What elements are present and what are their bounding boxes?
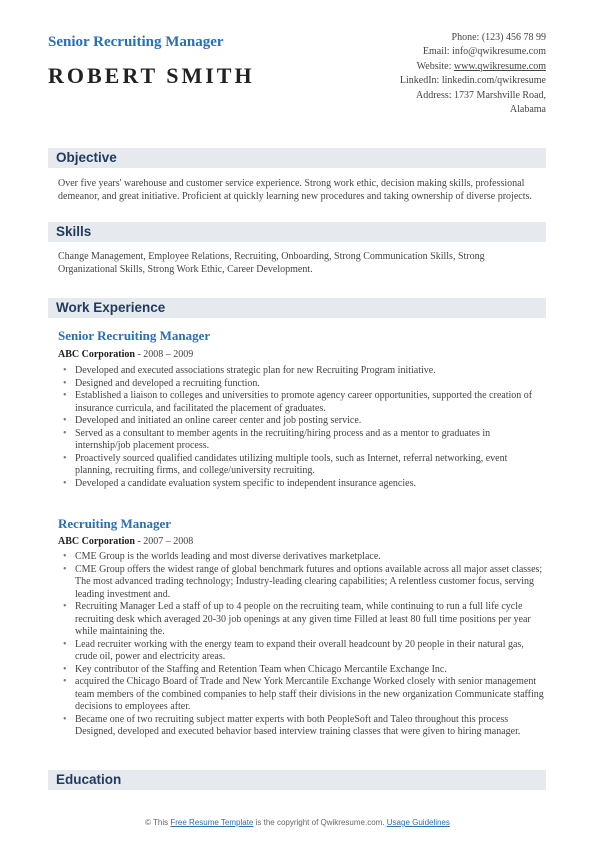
job-meta-1 <box>58 349 193 360</box>
list-item: • Proactively sourced qualified candidates utilizing multiple tools, such as Internet, referral networking, event planning, recruiting firms, and college/university recruiting. <box>62 453 544 478</box>
objective-section-header <box>48 148 546 168</box>
job-dates: - 2008 – 2009 <box>134 349 194 360</box>
list-item: • Lead recruiter working with the energy team to expand their overall headcount by 20 people in their natural gas, crude oil, power and electricity areas. <box>62 639 544 664</box>
work-experience-section-header <box>48 298 546 318</box>
list-item: • Served as a consultant to member agents in the recruiting/hiring process and as a mentor to graduates in internship/job placement process. <box>62 428 544 453</box>
objective-text: Over five years' warehouse and customer service experience. Strong work ethic, decision making skills, professional demeanor, and great initiative. Proficient at quickly learning new procedures and taking ownership of diverse projects. <box>58 178 532 202</box>
company-name: ABC Corporation <box>58 349 135 360</box>
education-section-header <box>48 770 546 790</box>
job-title-2: Recruiting Manager <box>58 516 172 531</box>
list-item: • Designed and developed a recruiting function. <box>62 378 544 391</box>
skills-text: Change Management, Employee Relations, Recruiting, Onboarding, Strong Communication Skills, Strong Organizational Skills, Strong Work Ethic, Career Development. <box>58 251 485 275</box>
list-item: • CME Group offers the widest range of global benchmark futures and options available across all major asset classes; The most advanced trading technology; Industry-leading clearing capabilities; A relentless customer focus, serving leading investment and. <box>62 564 544 602</box>
list-item: • Key contributor of the Staffing and Retention Team when Chicago Mercantile Exchange Inc. <box>62 664 544 677</box>
email-value: info@qwikresume.com <box>452 46 546 58</box>
email-line <box>346 45 546 59</box>
phone-line: Phone: (123) 456 78 99 <box>451 32 546 43</box>
list-item: • acquired the Chicago Board of Trade and New York Mercantile Exchange Worked closely with senior management team members of the combined companies to help staff their divisions in the new organization Communicate staffing decisions to employees after. <box>62 676 544 714</box>
list-item: • Became one of two recruiting subject matter experts with both PeopleSoft and Taleo throughout this process Designed, developed and executed behavior based interview training classes that were given to hiring manager. <box>62 714 544 739</box>
section-title: Objective <box>56 150 117 165</box>
website-label: Website: <box>416 60 454 72</box>
list-item: • Established a liaison to colleges and universities to promote agency career opportunities, supported the creation of insurance curricula, and facilitated the placement of graduates. <box>62 390 544 415</box>
company-name: ABC Corporation <box>58 536 135 547</box>
address-line-1: Address: 1737 Marshville Road, <box>416 89 546 101</box>
section-title: Education <box>56 772 122 787</box>
linkedin-line: LinkedIn: linkedin.com/qwikresume <box>399 75 546 87</box>
email-label: Email: <box>422 46 453 58</box>
section-title: Skills <box>56 224 92 239</box>
section-title: Work Experience <box>56 300 166 315</box>
list-item: • Recruiting Manager Led a staff of up to 4 people on the recruiting team, while continuing to run a full life cycle recruiting desk which averaged 20-30 job openings at any given time Filled at least 80 full time positions per year while maintaining the. <box>62 601 544 639</box>
copyright-footer <box>0 818 595 827</box>
resume-header <box>48 30 546 120</box>
address-line-2: Alabama <box>509 104 546 116</box>
job-title-1: Senior Recruiting Manager <box>58 328 211 343</box>
list-item: • Developed and executed associations strategic plan for new Recruiting Program initiative. <box>62 365 544 378</box>
job-meta-2 <box>58 536 193 547</box>
website-line <box>346 60 546 74</box>
contact-info <box>346 31 546 117</box>
job-title: Senior Recruiting Manager <box>48 34 224 50</box>
job-dates: - 2007 – 2008 <box>134 536 194 547</box>
candidate-name: ROBERT SMITH <box>48 63 255 88</box>
footer-prefix: © This <box>145 818 171 827</box>
free-resume-template-link[interactable]: Free Resume Template <box>170 818 254 827</box>
list-item: • Developed and initiated an online career center and job posting service. <box>62 415 544 428</box>
usage-guidelines-link[interactable]: Usage Guidelines <box>386 818 450 827</box>
job-2-bullets <box>62 551 544 739</box>
job-1-bullets <box>62 365 544 490</box>
website-link[interactable]: www.qwikresume.com <box>453 60 546 72</box>
list-item: • CME Group is the worlds leading and most diverse derivatives marketplace. <box>62 551 544 564</box>
skills-section-header <box>48 222 546 242</box>
list-item: • Developed a candidate evaluation system specific to independent insurance agencies. <box>62 478 544 491</box>
footer-middle: is the copyright of Qwikresume.com. <box>253 818 387 827</box>
